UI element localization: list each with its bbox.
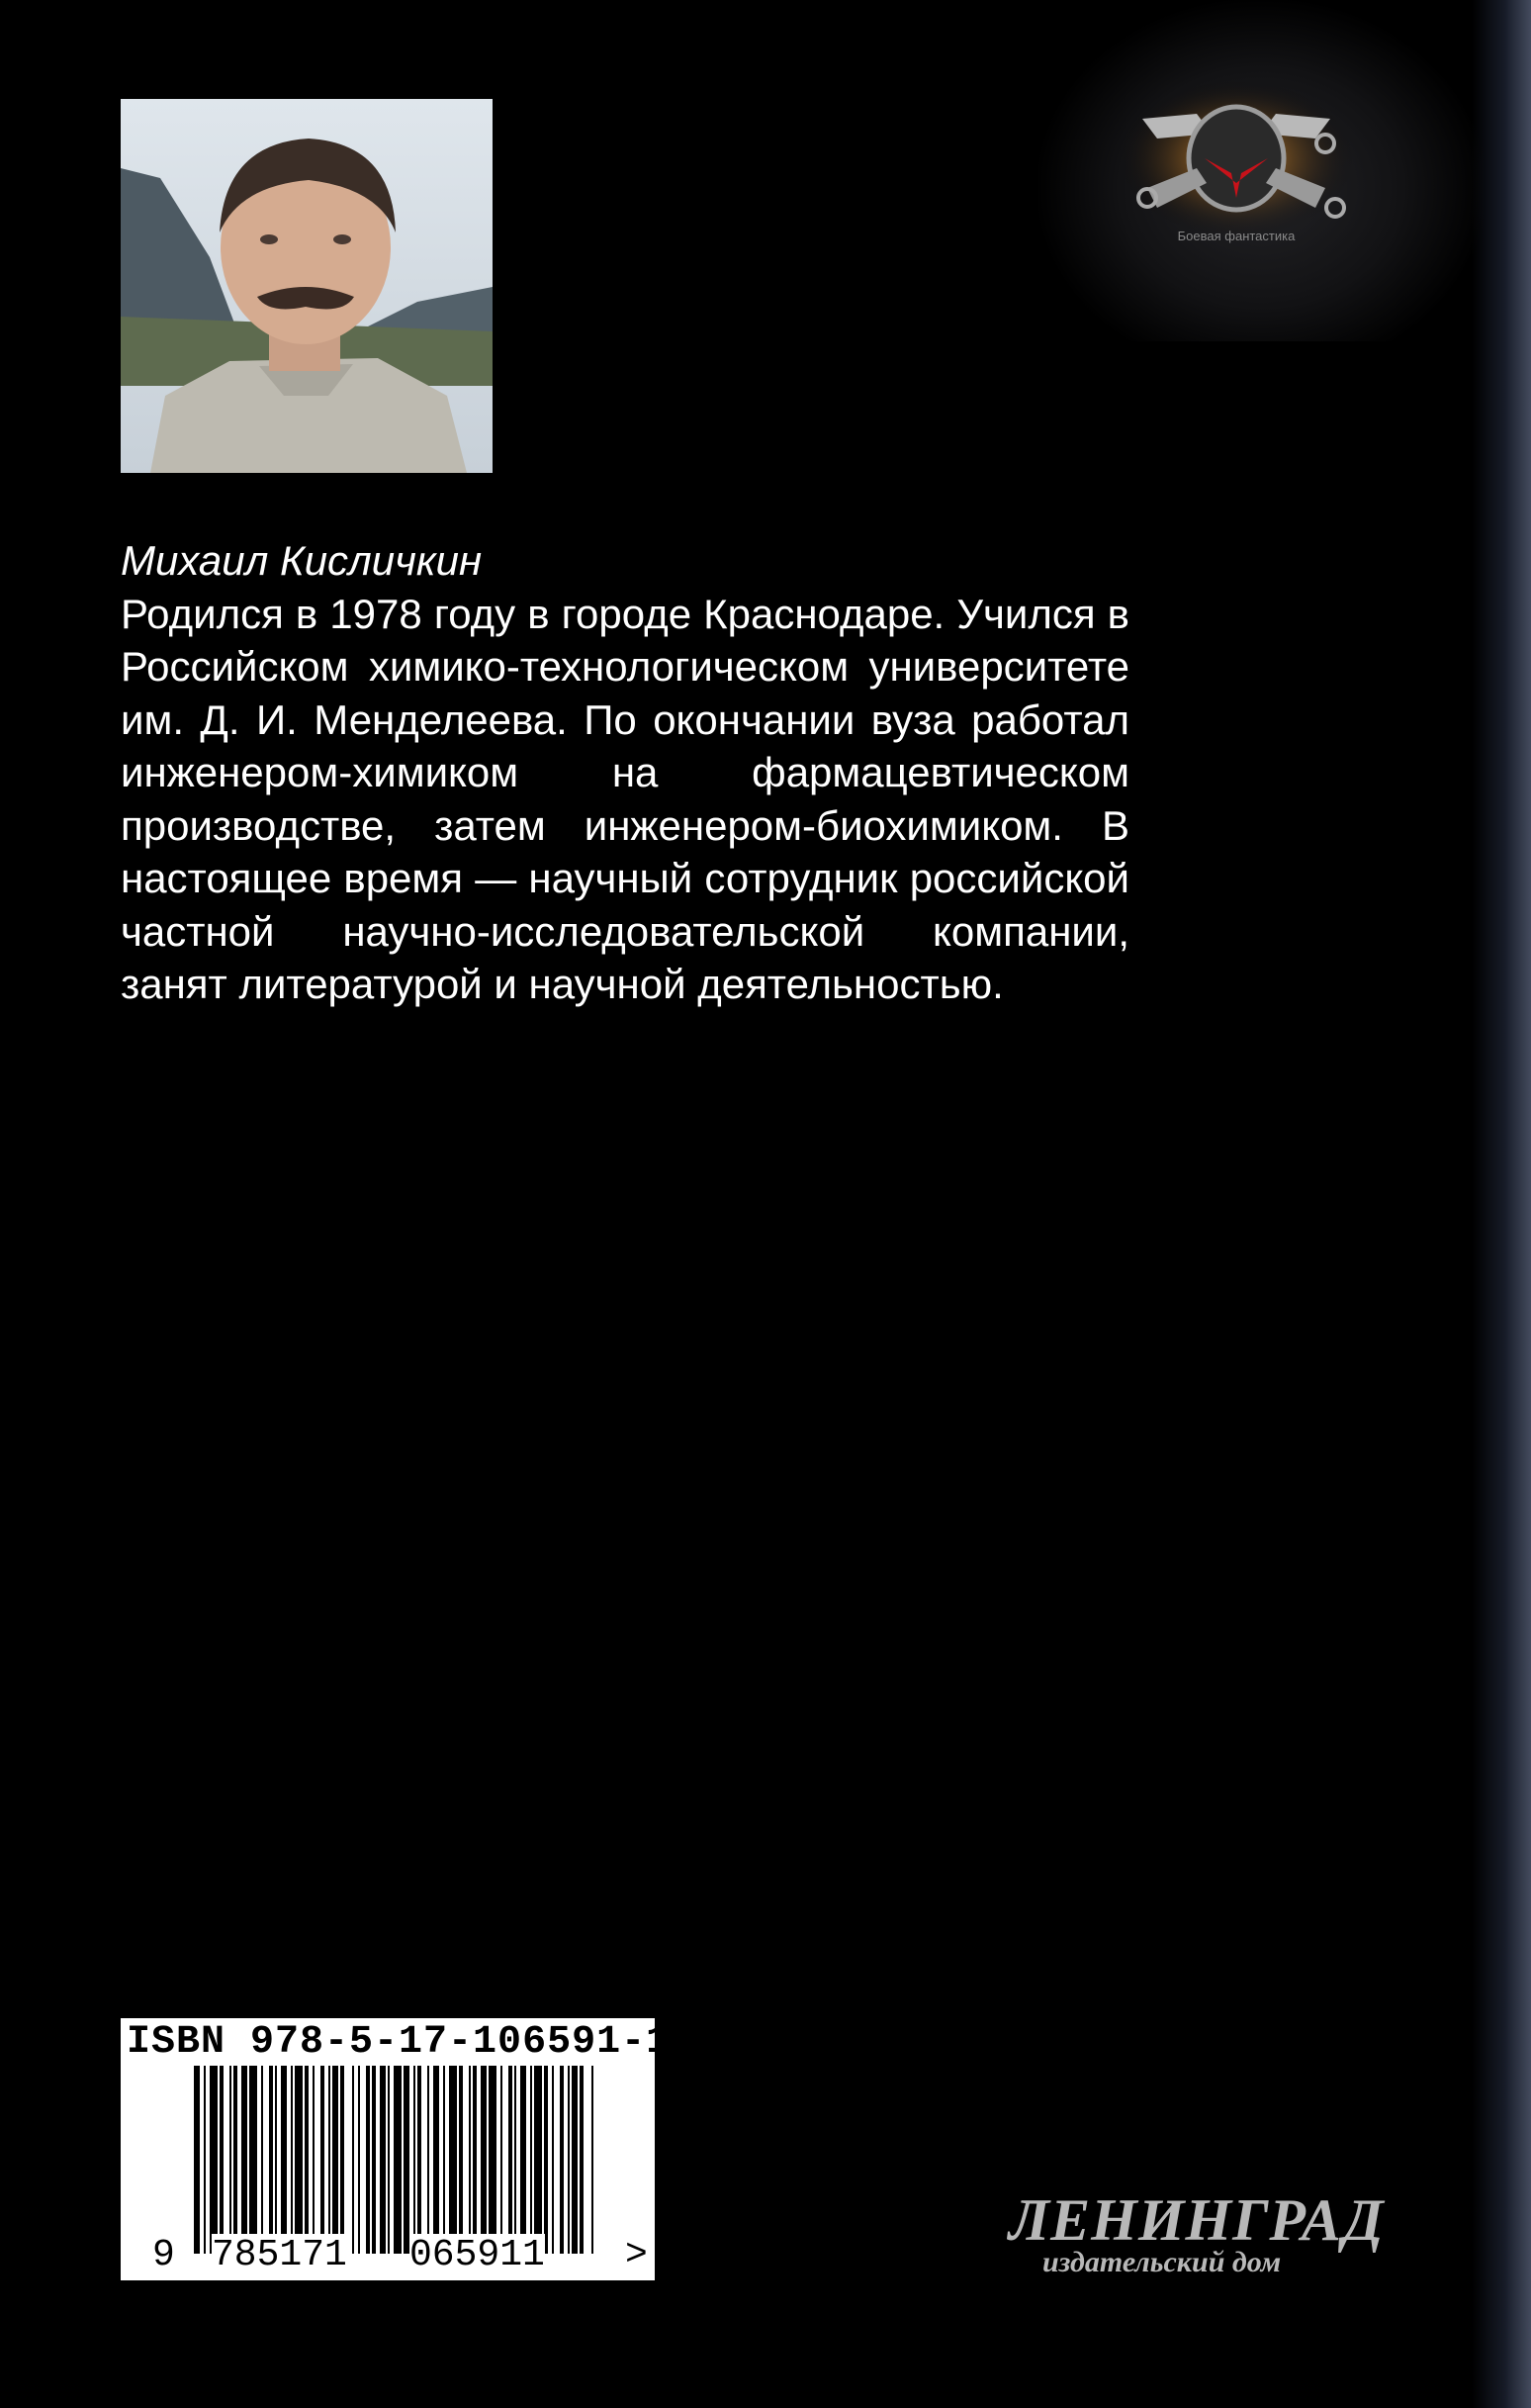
barcode-bar — [194, 2066, 200, 2254]
right-edge-art — [1472, 0, 1531, 2408]
barcode-bar — [443, 2066, 445, 2254]
series-emblem — [1038, 0, 1484, 341]
barcode-bar — [417, 2066, 421, 2254]
barcode-bar — [560, 2066, 564, 2254]
isbn-barcode — [121, 2018, 672, 2280]
barcode-bar — [340, 2066, 344, 2254]
bio-text: Родился в 1978 году в городе Краснодаре. Учился в Российском химико-технологическом университете им. Д. И. Менделеева. По окончании вуза работал инженером-химиком на фармацевтическом производстве, затем инженером-биохимиком. В настоящее время — научный сотрудник российской частной научно-исследовательской компании, занят литературой и научной деятельностью. — [121, 590, 1129, 1007]
barcode-bar — [233, 2066, 237, 2254]
author-name: Михаил Кисличкин — [121, 537, 483, 584]
barcode-bar — [413, 2066, 415, 2254]
barcode-bar — [580, 2066, 584, 2254]
barcode-bar — [261, 2066, 263, 2254]
isbn-digits-left: 785171 — [212, 2234, 347, 2276]
barcode-bar — [210, 2066, 218, 2254]
barcode-bar — [241, 2066, 247, 2254]
barcode-bar — [249, 2066, 257, 2254]
barcode-bar — [305, 2066, 309, 2254]
barcode-bar — [473, 2066, 477, 2254]
barcode-bars — [192, 2066, 607, 2254]
barcode-bar — [530, 2066, 532, 2254]
isbn-digits-right: 065911 — [409, 2234, 545, 2276]
barcode-bar — [291, 2066, 293, 2254]
barcode-bar — [328, 2066, 330, 2254]
barcode-bar — [520, 2066, 526, 2254]
publisher-name: ЛЕНИНГРАД — [1009, 2187, 1385, 2253]
barcode-bar — [449, 2066, 457, 2254]
barcode-bar — [204, 2066, 206, 2254]
barcode-bar — [281, 2066, 287, 2254]
barcode-bar — [358, 2066, 360, 2254]
barcode-bar — [229, 2066, 231, 2254]
barcode-bar — [295, 2066, 303, 2254]
barcode-bar — [372, 2066, 376, 2254]
series-caption: Боевая фантастика — [1177, 229, 1296, 243]
barcode-bar — [269, 2066, 273, 2254]
barcode-bar — [404, 2066, 409, 2254]
barcode-bar — [388, 2066, 390, 2254]
barcode-bar — [427, 2066, 429, 2254]
barcode-bar — [352, 2066, 354, 2254]
author-photo — [121, 99, 493, 473]
barcode-bar — [394, 2066, 402, 2254]
barcode-bar — [500, 2066, 502, 2254]
barcode-bar — [508, 2066, 512, 2254]
barcode-bar — [380, 2066, 386, 2254]
publisher-logo — [1009, 2186, 1395, 2285]
barcode-bar — [481, 2066, 487, 2254]
barcode-bar — [469, 2066, 471, 2254]
isbn-digits — [121, 2234, 655, 2277]
isbn-digit-first: 9 — [152, 2234, 175, 2276]
barcode-bar — [332, 2066, 338, 2254]
barcode-bar — [313, 2066, 315, 2254]
barcode-bar — [534, 2066, 542, 2254]
barcode-bar — [514, 2066, 516, 2254]
barcode-bar — [489, 2066, 496, 2254]
barcode-bar — [544, 2066, 548, 2254]
barcode-bar — [459, 2066, 463, 2254]
barcode-bar — [366, 2066, 370, 2254]
barcode-bar — [320, 2066, 324, 2254]
isbn-label: ISBN 978-5-17-106591-1 — [127, 2020, 672, 2065]
barcode-bar — [591, 2066, 593, 2254]
barcode-bar — [552, 2066, 554, 2254]
barcode-bar — [275, 2066, 277, 2254]
barcode-bar — [572, 2066, 578, 2254]
barcode-bar — [433, 2066, 439, 2254]
author-bio — [121, 534, 1129, 1011]
publisher-subtitle: издательский дом — [1042, 2246, 1282, 2278]
isbn-digits-end: > — [625, 2234, 648, 2276]
barcode-bar — [220, 2066, 224, 2254]
barcode-bar — [568, 2066, 570, 2254]
